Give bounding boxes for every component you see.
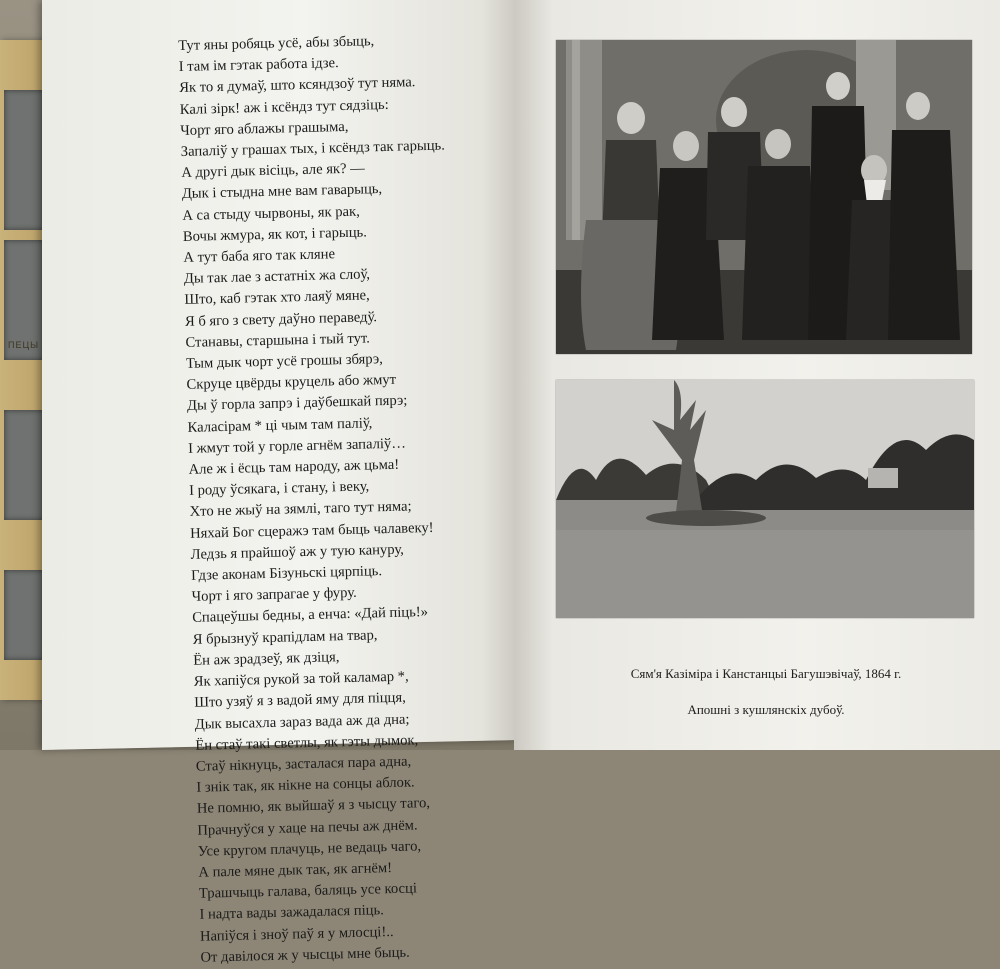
photo-caption-oak: Апошні з кушлянскіх дубоў. [687,702,845,717]
poem-line: А са стыду чырвоны, як рак, [182,203,360,224]
poem-line: Каласірам * ці чым там паліў, [187,415,373,436]
poem-line: Няхай Бог сцеражэ там быць чалавеку! [189,519,434,542]
poem-line: Але ж і ёсць там народу, аж цьма! [188,456,400,478]
poem-line: Трашчыць галава, баляць усе косці [198,880,418,902]
poem-line: Гдзе аконам Бізуньскі цярпіць. [190,563,383,584]
poem-line: Вочы жмура, як кот, і гарыць. [182,224,368,245]
poem-line: Ледзь я прайшоў аж у тую кануру, [190,541,405,563]
poem-line: Скруце цвёрды круцель або жмут [186,372,397,394]
poem-line: Чорт яго аблажы грашыма, [180,118,349,139]
poem-line: Напіўся і зноў паў я у млосці!.. [199,923,394,945]
poem-line: Як хапіўся рукой за той каламар *, [193,668,409,690]
poem-line: І жмут той у горле агнём запаліў… [187,435,407,457]
poem-line: Што узяў я з вадой яму для піцця, [194,689,406,712]
poem-line: Як то я думаў, што ксяндзоў тут няма. [179,74,416,97]
poem-line: Калі зірк! аж і ксёндз тут сядзіць: [179,96,389,118]
poem-line: Ды так лае з астатніх жа слоў, [183,266,371,288]
book-thumbnail-photo [4,570,44,660]
book-thumbnail-photo [4,410,44,520]
poem-line: Ён стаў такі светлы, як гэты дымок, [195,732,419,754]
poem-line: Ды ў горла запрэ і даўбешкай пярэ; [186,392,408,415]
poem-line: І роду ўсякага, і стану, і веку, [188,478,370,500]
poem-line: Я брызнуў крапідлам на твар, [192,626,378,648]
poem-line: Дык і стыдна мне вам гаварыць, [181,181,383,203]
poem-line: Дык высахла зараз вада аж да дна; [194,711,410,733]
poem-line: Спацеўшы бедны, а енча: «Дай піць!» [192,604,429,627]
poem-line: І знік так, як нікне на сонцы аблок. [196,774,415,796]
poem-line: Што, каб гэтак хто лаяў мяне, [184,287,370,309]
poem-line: Усе кругом плачуць, не ведаць чаго, [197,838,422,860]
poem-line: Тут яны робяць усё, абы збыць, [178,33,375,54]
poem-line: Я б яго з свету даўно пераведў. [184,308,378,330]
poem-line: Станавы, старшына і тый тут. [185,330,371,351]
poem-line: Прачнуўся у хаце на печы аж днём. [197,816,418,839]
poem-line: І надта вады зажадалася піць. [199,902,384,924]
poem-line: Стаў нікнуць, засталася пара адна, [195,753,412,775]
poem-text [178,28,521,968]
book-spine-text: ПЕЦЫ [8,340,40,350]
photo-caption-family: Сям'я Казіміра і Канстанцыі Багушэвічаў, 1864 г. [630,666,902,681]
oak-tree-photograph [556,380,974,618]
poem-line: І там ім гэтак работа ідзе. [178,55,339,76]
poem-line: А тут баба яго так кляне [183,246,336,266]
poem-line: А пале мяне дык так, як агнём! [198,859,393,881]
poem-line: Ён аж зрадзеў, як дзіця, [193,649,340,669]
poem-line: Хто не жыў на зямлі, таго тут няма; [189,498,412,521]
poem-line: Запаліў у грашах тых, і ксёндз так гарыць. [180,137,446,160]
book-thumbnail-photo [4,90,44,230]
poem-line: А другі дык вісіць, але як? — [181,160,365,182]
poem-line: Чорт і яго запрагае у фуру. [191,585,357,606]
family-photograph [556,40,972,354]
poem-line: Тым дык чорт усё грошы збярэ, [185,351,384,372]
poem-line: Не помню, як выйшаў я з чысцу таго, [196,795,431,818]
poem-line: От давілося ж у чысцы мне быць. [200,944,410,966]
